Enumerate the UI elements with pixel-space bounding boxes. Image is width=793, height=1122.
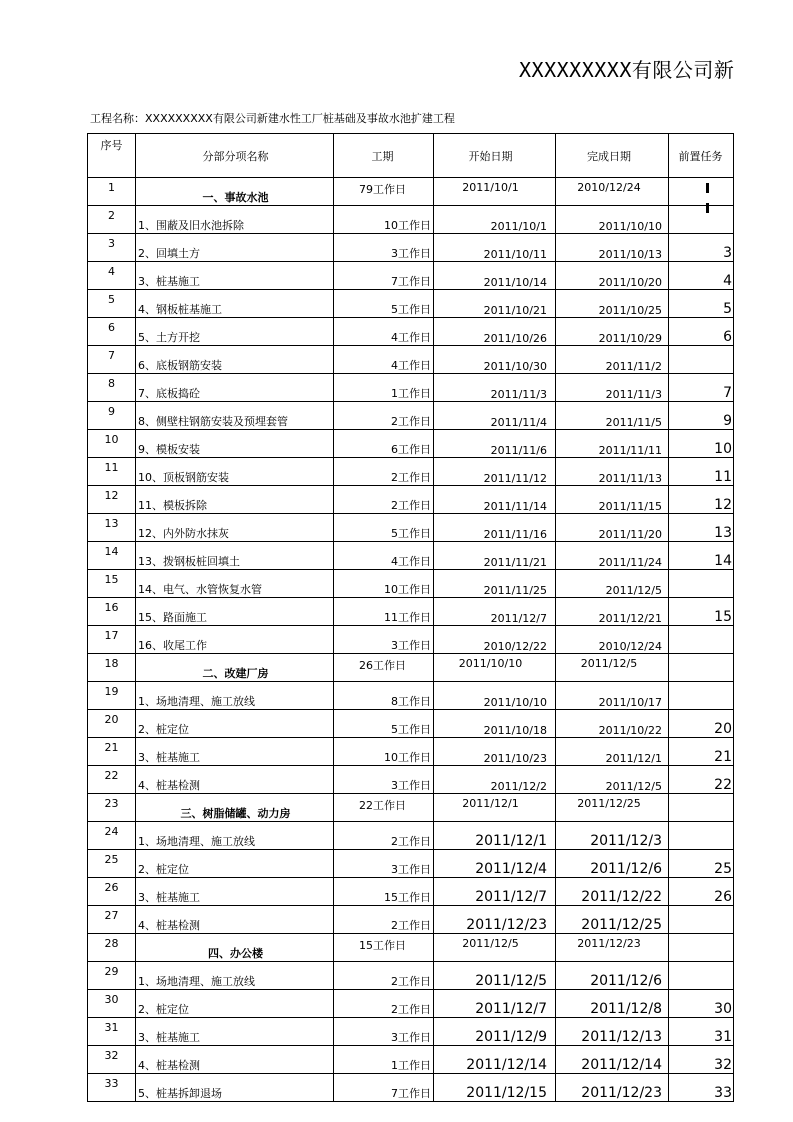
task-name: 三、树脂储罐、动力房 bbox=[136, 794, 334, 822]
predecessor: 6 bbox=[669, 318, 734, 346]
task-name: 4、桩基检测 bbox=[136, 1046, 334, 1074]
row-number: 12 bbox=[88, 486, 136, 514]
section-row bbox=[88, 654, 734, 682]
row-number: 33 bbox=[88, 1074, 136, 1102]
row-number: 18 bbox=[88, 654, 136, 682]
duration: 5工作日 bbox=[334, 710, 434, 738]
duration: 15工作日 bbox=[334, 934, 434, 962]
section-row bbox=[88, 178, 734, 206]
row-number: 5 bbox=[88, 290, 136, 318]
task-name: 二、改建厂房 bbox=[136, 654, 334, 682]
predecessor: 11 bbox=[669, 458, 734, 486]
table-row bbox=[88, 682, 734, 710]
end-date: 2011/12/13 bbox=[556, 1018, 669, 1046]
predecessor: 30 bbox=[669, 990, 734, 1018]
task-name: 1、场地清理、施工放线 bbox=[136, 962, 334, 990]
duration: 5工作日 bbox=[334, 290, 434, 318]
table-row bbox=[88, 738, 734, 766]
predecessor bbox=[669, 570, 734, 598]
duration: 15工作日 bbox=[334, 878, 434, 906]
predecessor bbox=[669, 206, 734, 234]
row-number: 6 bbox=[88, 318, 136, 346]
task-name: 14、电气、水管恢复水管 bbox=[136, 570, 334, 598]
task-name: 一、事故水池 bbox=[136, 178, 334, 206]
row-number: 10 bbox=[88, 430, 136, 458]
row-number: 9 bbox=[88, 402, 136, 430]
duration: 4工作日 bbox=[334, 346, 434, 374]
predecessor bbox=[669, 626, 734, 654]
row-number: 19 bbox=[88, 682, 136, 710]
task-name: 12、内外防水抹灰 bbox=[136, 514, 334, 542]
start-date: 2011/11/21 bbox=[434, 542, 556, 570]
row-number: 28 bbox=[88, 934, 136, 962]
task-name: 10、顶板钢筋安装 bbox=[136, 458, 334, 486]
task-name: 3、桩基施工 bbox=[136, 262, 334, 290]
row-number: 29 bbox=[88, 962, 136, 990]
predecessor bbox=[669, 962, 734, 990]
start-date: 2011/12/7 bbox=[434, 990, 556, 1018]
task-name: 2、桩定位 bbox=[136, 990, 334, 1018]
end-date: 2011/12/8 bbox=[556, 990, 669, 1018]
start-date: 2011/12/5 bbox=[434, 962, 556, 990]
end-date: 2011/10/25 bbox=[556, 290, 669, 318]
task-name: 4、桩基检测 bbox=[136, 766, 334, 794]
predecessor bbox=[669, 822, 734, 850]
predecessor bbox=[669, 682, 734, 710]
start-date: 2011/10/1 bbox=[434, 178, 556, 206]
start-date: 2011/12/15 bbox=[434, 1074, 556, 1102]
task-name: 15、路面施工 bbox=[136, 598, 334, 626]
table-row bbox=[88, 374, 734, 402]
predecessor: 7 bbox=[669, 374, 734, 402]
table-row bbox=[88, 514, 734, 542]
row-number: 30 bbox=[88, 990, 136, 1018]
predecessor: 25 bbox=[669, 850, 734, 878]
start-date: 2011/10/1 bbox=[434, 206, 556, 234]
table-row bbox=[88, 262, 734, 290]
task-name: 11、模板拆除 bbox=[136, 486, 334, 514]
table-row bbox=[88, 542, 734, 570]
task-name: 4、钢板桩基施工 bbox=[136, 290, 334, 318]
predecessor bbox=[669, 906, 734, 934]
start-date: 2011/11/16 bbox=[434, 514, 556, 542]
predecessor: 9 bbox=[669, 402, 734, 430]
task-name: 1、围蔽及旧水池拆除 bbox=[136, 206, 334, 234]
row-number: 2 bbox=[88, 206, 136, 234]
duration: 3工作日 bbox=[334, 766, 434, 794]
start-date: 2011/12/9 bbox=[434, 1018, 556, 1046]
end-date: 2011/12/5 bbox=[556, 766, 669, 794]
end-date: 2011/10/22 bbox=[556, 710, 669, 738]
start-date: 2011/12/1 bbox=[434, 822, 556, 850]
start-date: 2011/11/14 bbox=[434, 486, 556, 514]
row-number: 21 bbox=[88, 738, 136, 766]
predecessor: 22 bbox=[669, 766, 734, 794]
table-row bbox=[88, 822, 734, 850]
task-name: 四、办公楼 bbox=[136, 934, 334, 962]
task-name: 1、场地清理、施工放线 bbox=[136, 822, 334, 850]
row-number: 25 bbox=[88, 850, 136, 878]
duration: 79工作日 bbox=[334, 178, 434, 206]
task-name: 13、拨钢板桩回填土 bbox=[136, 542, 334, 570]
task-name: 3、桩基施工 bbox=[136, 878, 334, 906]
table-row bbox=[88, 346, 734, 374]
table-row bbox=[88, 290, 734, 318]
edge-mark bbox=[706, 203, 709, 213]
task-name: 8、侧壁柱钢筋安装及预埋套管 bbox=[136, 402, 334, 430]
row-number: 16 bbox=[88, 598, 136, 626]
predecessor: 5 bbox=[669, 290, 734, 318]
predecessor: 32 bbox=[669, 1046, 734, 1074]
row-number: 1 bbox=[88, 178, 136, 206]
duration: 1工作日 bbox=[334, 374, 434, 402]
task-name: 5、土方开挖 bbox=[136, 318, 334, 346]
duration: 1工作日 bbox=[334, 1046, 434, 1074]
end-date: 2011/12/23 bbox=[556, 1074, 669, 1102]
row-number: 7 bbox=[88, 346, 136, 374]
table-row bbox=[88, 402, 734, 430]
section-row bbox=[88, 794, 734, 822]
duration: 2工作日 bbox=[334, 458, 434, 486]
task-name: 2、桩定位 bbox=[136, 850, 334, 878]
predecessor: 33 bbox=[669, 1074, 734, 1102]
end-date: 2011/12/1 bbox=[556, 738, 669, 766]
end-date: 2011/12/6 bbox=[556, 962, 669, 990]
predecessor bbox=[669, 346, 734, 374]
end-date: 2011/12/3 bbox=[556, 822, 669, 850]
predecessor: 31 bbox=[669, 1018, 734, 1046]
end-date: 2011/12/5 bbox=[556, 570, 669, 598]
duration: 11工作日 bbox=[334, 598, 434, 626]
start-date: 2011/10/11 bbox=[434, 234, 556, 262]
predecessor: 20 bbox=[669, 710, 734, 738]
row-number: 4 bbox=[88, 262, 136, 290]
duration: 2工作日 bbox=[334, 486, 434, 514]
end-date: 2011/11/5 bbox=[556, 402, 669, 430]
start-date: 2011/12/7 bbox=[434, 598, 556, 626]
start-date: 2011/12/7 bbox=[434, 878, 556, 906]
duration: 2工作日 bbox=[334, 402, 434, 430]
task-name: 6、底板钢筋安装 bbox=[136, 346, 334, 374]
duration: 3工作日 bbox=[334, 626, 434, 654]
duration: 10工作日 bbox=[334, 206, 434, 234]
duration: 7工作日 bbox=[334, 1074, 434, 1102]
duration: 3工作日 bbox=[334, 850, 434, 878]
document-title: XXXXXXXXX有限公司新 bbox=[519, 58, 735, 82]
row-number: 13 bbox=[88, 514, 136, 542]
table-row bbox=[88, 458, 734, 486]
start-date: 2011/10/14 bbox=[434, 262, 556, 290]
table-row bbox=[88, 766, 734, 794]
end-date: 2010/12/24 bbox=[556, 178, 669, 206]
row-number: 17 bbox=[88, 626, 136, 654]
end-date: 2011/11/15 bbox=[556, 486, 669, 514]
end-date: 2011/12/14 bbox=[556, 1046, 669, 1074]
start-date: 2011/11/12 bbox=[434, 458, 556, 486]
table-row bbox=[88, 1074, 734, 1102]
table-row bbox=[88, 626, 734, 654]
end-date: 2011/12/5 bbox=[556, 654, 669, 682]
end-date: 2011/10/29 bbox=[556, 318, 669, 346]
predecessor: 15 bbox=[669, 598, 734, 626]
end-date: 2010/12/24 bbox=[556, 626, 669, 654]
task-name: 9、模板安装 bbox=[136, 430, 334, 458]
header-duration: 工期 bbox=[334, 134, 434, 178]
table-row bbox=[88, 570, 734, 598]
predecessor: 3 bbox=[669, 234, 734, 262]
table-row bbox=[88, 962, 734, 990]
end-date: 2011/10/10 bbox=[556, 206, 669, 234]
row-number: 24 bbox=[88, 822, 136, 850]
start-date: 2011/10/23 bbox=[434, 738, 556, 766]
task-name: 2、桩定位 bbox=[136, 710, 334, 738]
task-name: 5、桩基拆卸退场 bbox=[136, 1074, 334, 1102]
end-date: 2011/12/25 bbox=[556, 794, 669, 822]
start-date: 2011/12/14 bbox=[434, 1046, 556, 1074]
end-date: 2011/10/20 bbox=[556, 262, 669, 290]
table-row bbox=[88, 990, 734, 1018]
end-date: 2011/12/6 bbox=[556, 850, 669, 878]
end-date: 2011/11/20 bbox=[556, 514, 669, 542]
section-row bbox=[88, 934, 734, 962]
end-date: 2011/11/13 bbox=[556, 458, 669, 486]
table-row bbox=[88, 430, 734, 458]
predecessor: 21 bbox=[669, 738, 734, 766]
duration: 3工作日 bbox=[334, 1018, 434, 1046]
duration: 7工作日 bbox=[334, 262, 434, 290]
predecessor: 26 bbox=[669, 878, 734, 906]
row-number: 22 bbox=[88, 766, 136, 794]
end-date: 2011/12/25 bbox=[556, 906, 669, 934]
predecessor bbox=[669, 654, 734, 682]
end-date: 2011/10/13 bbox=[556, 234, 669, 262]
table-row bbox=[88, 850, 734, 878]
header-no: 序号 bbox=[88, 134, 136, 178]
duration: 5工作日 bbox=[334, 514, 434, 542]
row-number: 15 bbox=[88, 570, 136, 598]
task-name: 16、收尾工作 bbox=[136, 626, 334, 654]
duration: 26工作日 bbox=[334, 654, 434, 682]
task-name: 7、底板捣砼 bbox=[136, 374, 334, 402]
predecessor bbox=[669, 794, 734, 822]
duration: 2工作日 bbox=[334, 906, 434, 934]
table-row bbox=[88, 1018, 734, 1046]
duration: 2工作日 bbox=[334, 990, 434, 1018]
predecessor: 12 bbox=[669, 486, 734, 514]
row-number: 11 bbox=[88, 458, 136, 486]
header-row bbox=[88, 134, 734, 178]
row-number: 31 bbox=[88, 1018, 136, 1046]
row-number: 14 bbox=[88, 542, 136, 570]
end-date: 2011/10/17 bbox=[556, 682, 669, 710]
duration: 10工作日 bbox=[334, 738, 434, 766]
end-date: 2011/11/24 bbox=[556, 542, 669, 570]
start-date: 2011/11/3 bbox=[434, 374, 556, 402]
row-number: 8 bbox=[88, 374, 136, 402]
duration: 3工作日 bbox=[334, 234, 434, 262]
duration: 2工作日 bbox=[334, 962, 434, 990]
task-name: 3、桩基施工 bbox=[136, 738, 334, 766]
start-date: 2010/12/22 bbox=[434, 626, 556, 654]
table-row bbox=[88, 234, 734, 262]
start-date: 2011/10/10 bbox=[434, 682, 556, 710]
header-start: 开始日期 bbox=[434, 134, 556, 178]
end-date: 2011/12/22 bbox=[556, 878, 669, 906]
task-name: 2、回填土方 bbox=[136, 234, 334, 262]
start-date: 2011/10/21 bbox=[434, 290, 556, 318]
end-date: 2011/11/3 bbox=[556, 374, 669, 402]
project-name-line: 工程名称：XXXXXXXXX有限公司新建水性工厂桩基础及事故水池扩建工程 bbox=[90, 112, 455, 125]
table-row bbox=[88, 1046, 734, 1074]
duration: 4工作日 bbox=[334, 318, 434, 346]
table-row bbox=[88, 710, 734, 738]
start-date: 2011/11/6 bbox=[434, 430, 556, 458]
start-date: 2011/12/23 bbox=[434, 906, 556, 934]
predecessor: 14 bbox=[669, 542, 734, 570]
predecessor bbox=[669, 178, 734, 206]
end-date: 2011/12/23 bbox=[556, 934, 669, 962]
header-predecessor: 前置任务 bbox=[669, 134, 734, 178]
start-date: 2011/10/30 bbox=[434, 346, 556, 374]
table-row bbox=[88, 206, 734, 234]
start-date: 2011/12/2 bbox=[434, 766, 556, 794]
predecessor: 13 bbox=[669, 514, 734, 542]
duration: 6工作日 bbox=[334, 430, 434, 458]
row-number: 20 bbox=[88, 710, 136, 738]
duration: 8工作日 bbox=[334, 682, 434, 710]
table-row bbox=[88, 598, 734, 626]
duration: 2工作日 bbox=[334, 822, 434, 850]
start-date: 2011/11/25 bbox=[434, 570, 556, 598]
header-name: 分部分项名称 bbox=[136, 134, 334, 178]
task-name: 4、桩基检测 bbox=[136, 906, 334, 934]
duration: 22工作日 bbox=[334, 794, 434, 822]
duration: 10工作日 bbox=[334, 570, 434, 598]
header-end: 完成日期 bbox=[556, 134, 669, 178]
table-row bbox=[88, 906, 734, 934]
end-date: 2011/11/11 bbox=[556, 430, 669, 458]
table-row bbox=[88, 486, 734, 514]
start-date: 2011/11/4 bbox=[434, 402, 556, 430]
table-row bbox=[88, 878, 734, 906]
task-name: 1、场地清理、施工放线 bbox=[136, 682, 334, 710]
edge-mark bbox=[706, 183, 709, 193]
table-row bbox=[88, 318, 734, 346]
row-number: 32 bbox=[88, 1046, 136, 1074]
row-number: 27 bbox=[88, 906, 136, 934]
start-date: 2011/10/10 bbox=[434, 654, 556, 682]
duration: 4工作日 bbox=[334, 542, 434, 570]
row-number: 23 bbox=[88, 794, 136, 822]
predecessor: 4 bbox=[669, 262, 734, 290]
start-date: 2011/10/18 bbox=[434, 710, 556, 738]
row-number: 3 bbox=[88, 234, 136, 262]
task-name: 3、桩基施工 bbox=[136, 1018, 334, 1046]
end-date: 2011/12/21 bbox=[556, 598, 669, 626]
start-date: 2011/10/26 bbox=[434, 318, 556, 346]
start-date: 2011/12/4 bbox=[434, 850, 556, 878]
end-date: 2011/11/2 bbox=[556, 346, 669, 374]
start-date: 2011/12/5 bbox=[434, 934, 556, 962]
schedule-table bbox=[87, 133, 734, 1102]
start-date: 2011/12/1 bbox=[434, 794, 556, 822]
predecessor: 10 bbox=[669, 430, 734, 458]
row-number: 26 bbox=[88, 878, 136, 906]
predecessor bbox=[669, 934, 734, 962]
